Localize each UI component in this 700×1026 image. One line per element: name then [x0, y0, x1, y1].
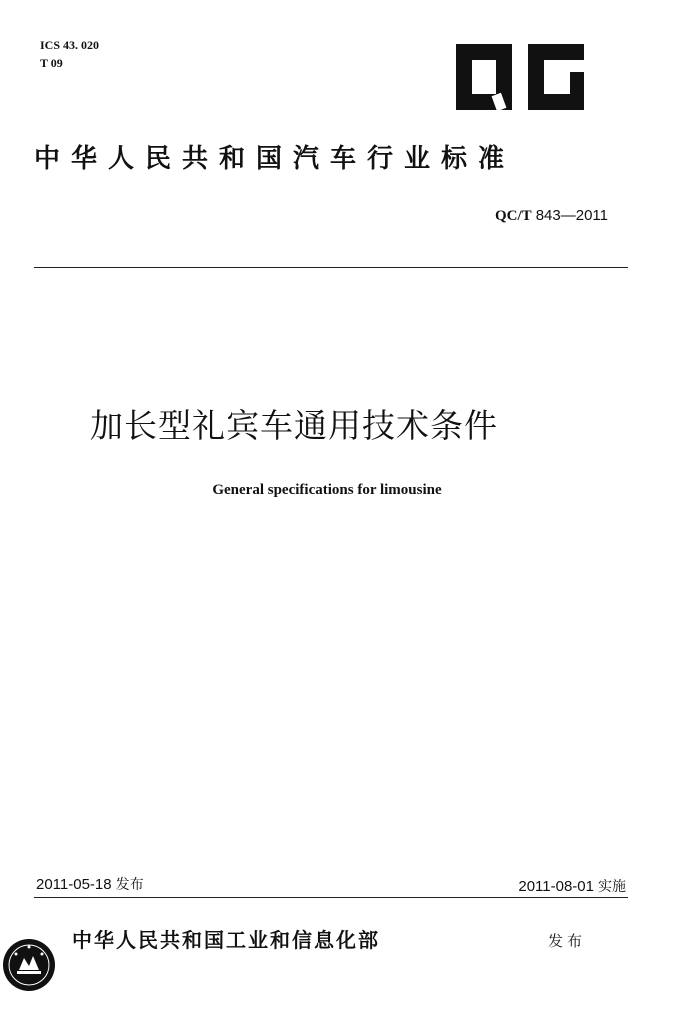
- publisher-seal-icon: [2, 938, 56, 992]
- standard-number-prefix: QC/T: [495, 208, 532, 224]
- issue-date-value: 2011-05-18: [36, 876, 112, 893]
- publisher-action-label: 发布: [548, 932, 587, 950]
- implementation-date: [518, 877, 626, 897]
- implementation-date-label: 实施: [598, 879, 626, 895]
- issue-date: [36, 875, 144, 895]
- issue-date-label: 发布: [115, 877, 144, 893]
- ics-code: ICS 43. 020: [40, 38, 100, 52]
- implementation-date-value: 2011-08-01: [518, 878, 594, 895]
- qc-logo: [456, 44, 586, 112]
- standard-number-value: 843—2011: [535, 207, 608, 224]
- classification-code: T 09: [40, 56, 63, 70]
- publisher-name: 中华人民共和国工业和信息化部: [72, 928, 380, 952]
- standard-category-title: 中华人民共和国汽车行业标准: [34, 144, 516, 174]
- footer-divider: [34, 897, 628, 898]
- document-title-en: General specifications for limousine: [212, 482, 442, 498]
- standard-number: [495, 206, 608, 226]
- header-divider: [34, 267, 628, 268]
- document-title-cn: 加长型礼宾车通用技术条件: [90, 406, 498, 445]
